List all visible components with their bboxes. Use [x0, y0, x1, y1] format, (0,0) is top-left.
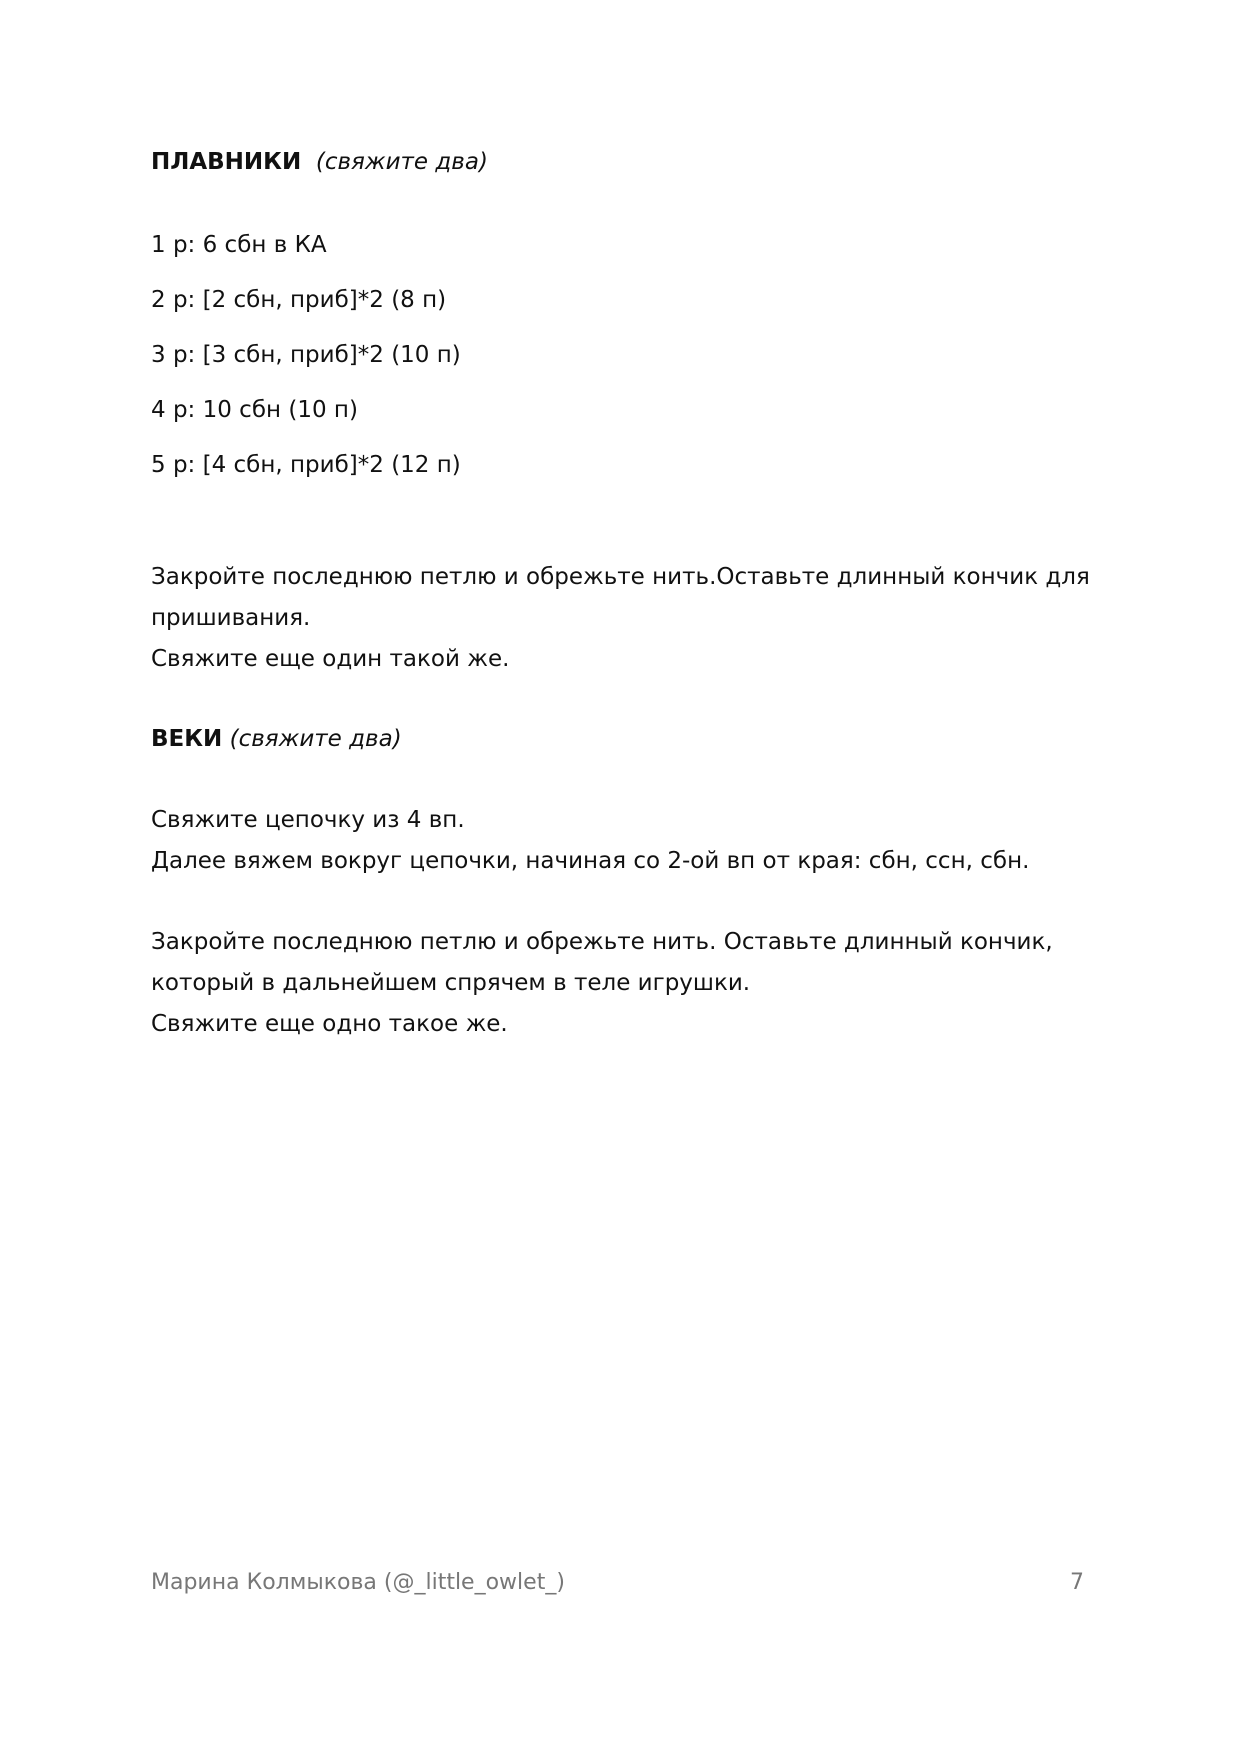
row-line: 4 р: 10 сбн (10 п) [151, 397, 358, 423]
eyelids-heading [151, 719, 402, 760]
fins-title: ПЛАВНИКИ [151, 149, 302, 175]
eyelids-finish-paragraph [151, 922, 1053, 1045]
paragraph-line: Закройте последнюю петлю и обрежьте нить. Оставьте длинный кончик, [151, 929, 1053, 955]
paragraph-line: пришивания. [151, 605, 311, 631]
paragraph-line: Закройте последнюю петлю и обрежьте нить.Оставьте длинный кончик для [151, 564, 1090, 590]
fins-heading [151, 142, 488, 183]
eyelids-instructions [151, 800, 1029, 882]
paragraph-line: Свяжите цепочку из 4 вп. [151, 807, 465, 833]
row-line: 1 р: 6 сбн в КА [151, 232, 327, 258]
footer-author: Марина Колмыкова (@_little_owlet_) [151, 1570, 565, 1595]
page-number: 7 [1070, 1570, 1084, 1595]
eyelids-note: (свяжите два) [229, 726, 402, 752]
fins-note: (свяжите два) [315, 149, 488, 175]
row-line: 5 р: [4 сбн, приб]*2 (12 п) [151, 452, 461, 478]
fins-finish-paragraph [151, 557, 1090, 680]
paragraph-line: Свяжите еще одно такое же. [151, 1011, 508, 1037]
paragraph-line: Далее вяжем вокруг цепочки, начиная со 2-ой вп от края: сбн, ссн, сбн. [151, 848, 1030, 874]
row-line: 2 р: [2 сбн, приб]*2 (8 п) [151, 287, 447, 313]
eyelids-title: ВЕКИ [151, 726, 223, 752]
fins-rows [151, 218, 461, 493]
row-line: 3 р: [3 сбн, приб]*2 (10 п) [151, 342, 461, 368]
paragraph-line: Свяжите еще один такой же. [151, 646, 510, 672]
paragraph-line: который в дальнейшем спрячем в теле игрушки. [151, 970, 751, 996]
